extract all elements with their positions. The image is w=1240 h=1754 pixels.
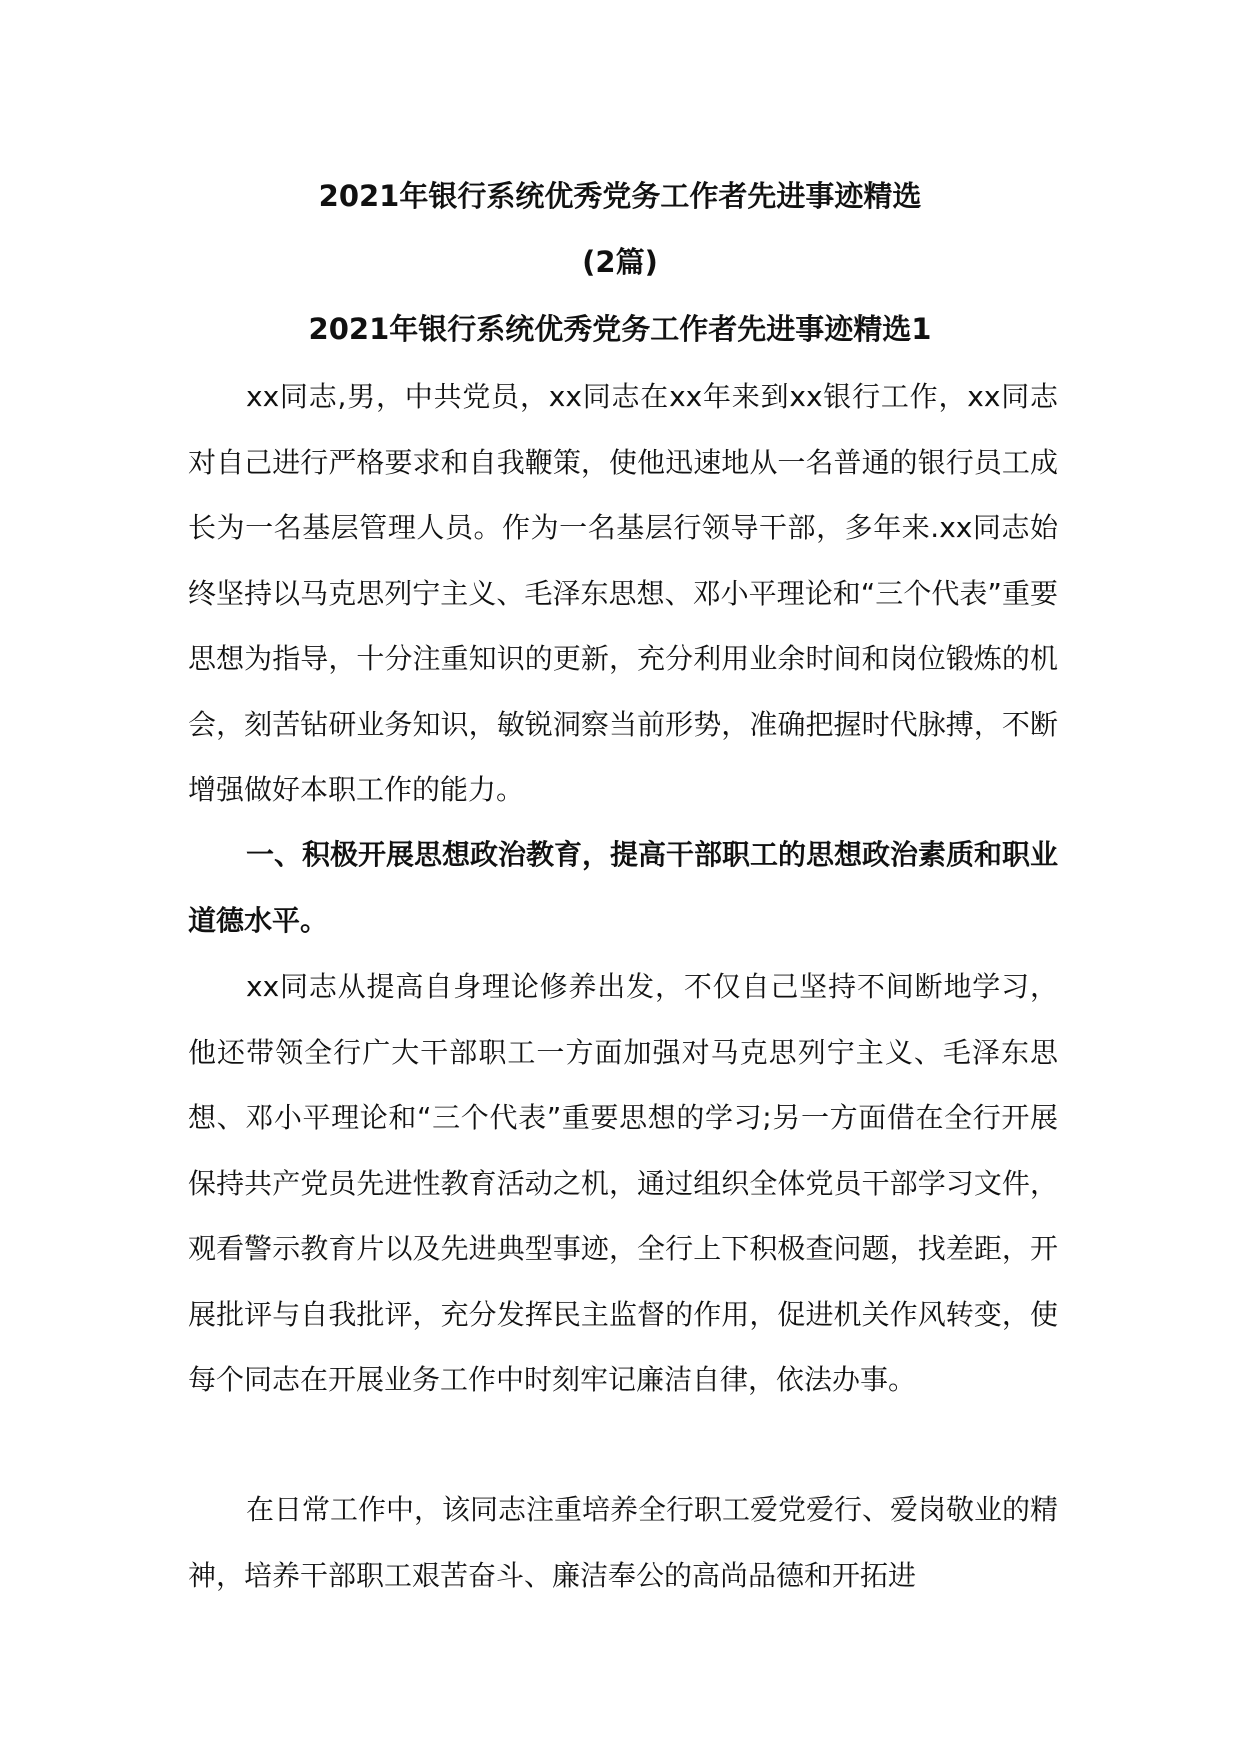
paragraph-daily-work: 在日常工作中，该同志注重培养全行职工爱党爱行、爱岗敬业的精神，培养干部职工艰苦奋斗、廉洁奉公的高尚品德和开拓进 — [188, 1493, 1059, 1592]
heading-section-1: 一、积极开展思想政治教育，提高干部职工的思想政治素质和职业道德水平。 — [188, 838, 1059, 937]
document-title: 2021年银行系统优秀党务工作者先进事迹精选 — [318, 179, 922, 213]
document-subtitle: (2篇) — [582, 245, 658, 279]
section-title: 2021年银行系统优秀党务工作者先进事迹精选1 — [308, 312, 932, 346]
paragraph-study: xx同志从提高自身理论修养出发，不仅自己坚持不间断地学习，他还带领全行广大干部职工一方面加强对马克思列宁主义、毛泽东思想、邓小平理论和“三个代表”重要思想的学习;另一方面借在全行开展保持共产党员先进性教育活动之机，通过组织全体党员干部学习文件，观看警示教育片以及先进典型事迹，全行上下积极查问题，找差距，开展批评与自我批评，充分发挥民主监督的作用，促进机关作风转变，使每个同志在开展业务工作中时刻牢记廉洁自律，依法办事。 — [188, 970, 1058, 1396]
paragraph-intro: xx同志,男，中共党员，xx同志在xx年来到xx银行工作，xx同志对自己进行严格要求和自我鞭策，使他迅速地从一名普通的银行员工成长为一名基层管理人员。作为一名基层行领导干部，多年来.xx同志始终坚持以马克思列宁主义、毛泽东思想、邓小平理论和“三个代表”重要思想为指导，十分注重知识的更新，充分利用业余时间和岗位锻炼的机会，刻苦钻研业务知识，敏锐洞察当前形势，准确把握时代脉搏，不断增强做好本职工作的能力。 — [188, 380, 1058, 806]
